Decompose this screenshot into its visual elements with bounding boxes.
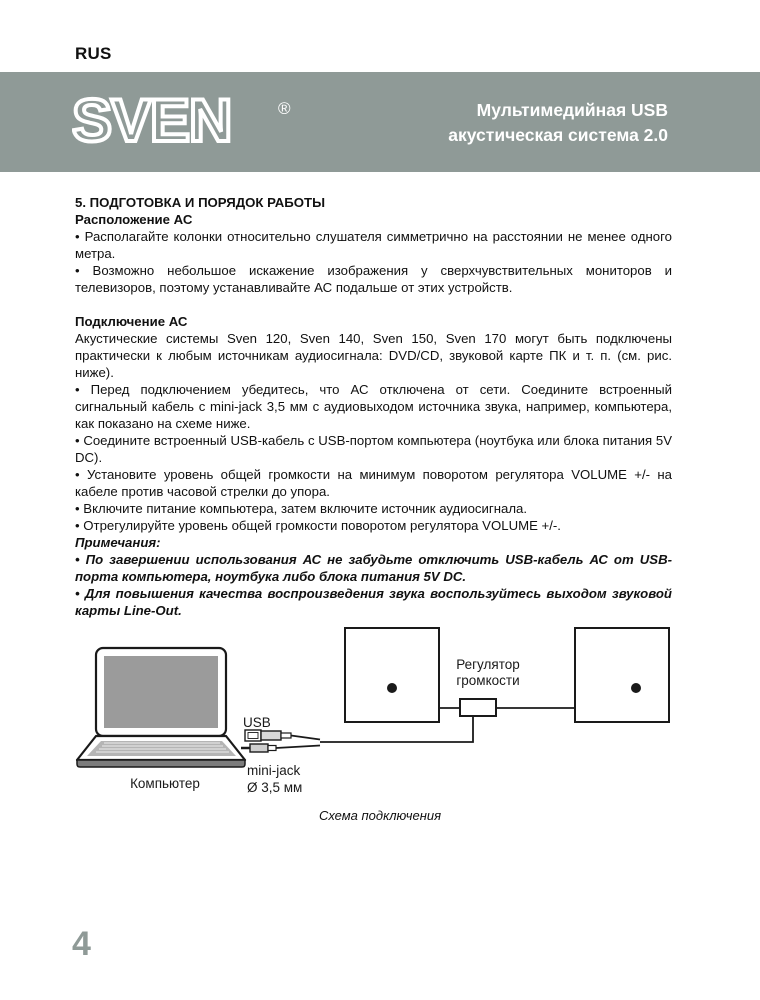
connection-intro: Акустические системы Sven 120, Sven 140, Sven 150, Sven 170 могут быть подключены практически к любым источникам аудиосигнала: DVD/CD, звуковой карте ПК и т. п. (см. рис. ниже). (75, 331, 672, 380)
connection-bullet: • Отрегулируйте уровень общей громкости поворотом регулятора VOLUME +/-. (75, 518, 561, 533)
document-body (75, 194, 672, 619)
connection-bullet: • Установите уровень общей громкости на минимум поворотом регулятора VOLUME +/- на кабеле против часовой стрелки до упора. (75, 467, 672, 499)
volume-label-line1: Регулятор (456, 657, 520, 672)
note-item: • Для повышения качества воспроизведения звука воспользуйтесь выходом звуковой карты Line-Out. (75, 586, 672, 618)
note-item: • По завершении использования АС не забудьте отключить USB-кабель АС от USB-порта компьютера, ноутбука либо блока питания 5V DC. (75, 552, 672, 584)
product-title (448, 98, 668, 148)
right-speaker-jack (631, 683, 641, 693)
sven-logo (72, 92, 312, 156)
minijack-plug-icon (241, 744, 276, 752)
computer-label: Компьютер (130, 776, 200, 791)
usb-plug-icon (245, 730, 291, 741)
connection-bullet: • Перед подключением убедитесь, что АС отключена от сети. Соедините встроенный сигнальный кабель с mini-jack 3,5 мм с аудиовыходом источника звука, например, компьютера, как показано на схеме ниже. (75, 382, 672, 431)
diagram-caption: Схема подключения (318, 808, 442, 823)
usb-label: USB (243, 715, 271, 730)
connection-bullet: • Соедините встроенный USB-кабель с USB-портом компьютера (ноутбука или блока питания 5V DC). (75, 433, 672, 465)
minijack-label: mini-jack (247, 763, 301, 778)
left-speaker-jack (387, 683, 397, 693)
placement-bullet: • Располагайте колонки относительно слушателя симметрично на расстоянии не менее одного метра. (75, 229, 672, 261)
placement-bullet: • Возможно небольшое искажение изображения у сверхчувствительных мониторов и телевизоров, поэтому устанавливайте АС подальше от этих устройств. (75, 263, 672, 295)
connection-diagram (0, 615, 760, 805)
right-speaker-icon (575, 628, 669, 722)
laptop-icon (77, 648, 245, 767)
left-speaker-icon (345, 628, 439, 722)
notes-heading: Примечания: (75, 535, 161, 550)
section-heading: 5. ПОДГОТОВКА И ПОРЯДОК РАБОТЫ (75, 195, 325, 210)
volume-control-icon (460, 699, 496, 716)
product-title-line2: акустическая система 2.0 (448, 125, 668, 145)
logo-text: SVEN (72, 92, 232, 154)
minijack-size-label: Ø 3,5 мм (247, 780, 303, 795)
connection-heading: Подключение АС (75, 314, 188, 329)
connection-bullet: • Включите питание компьютера, затем включите источник аудиосигнала. (75, 501, 528, 516)
placement-heading: Расположение АС (75, 212, 193, 227)
page-number-text: 4 (72, 927, 91, 961)
product-title-line1: Мультимедийная USB (476, 100, 668, 120)
language-label: RUS (75, 44, 112, 63)
page-number (72, 927, 112, 961)
registered-mark: ® (278, 99, 291, 118)
volume-label-line2: громкости (456, 673, 520, 688)
